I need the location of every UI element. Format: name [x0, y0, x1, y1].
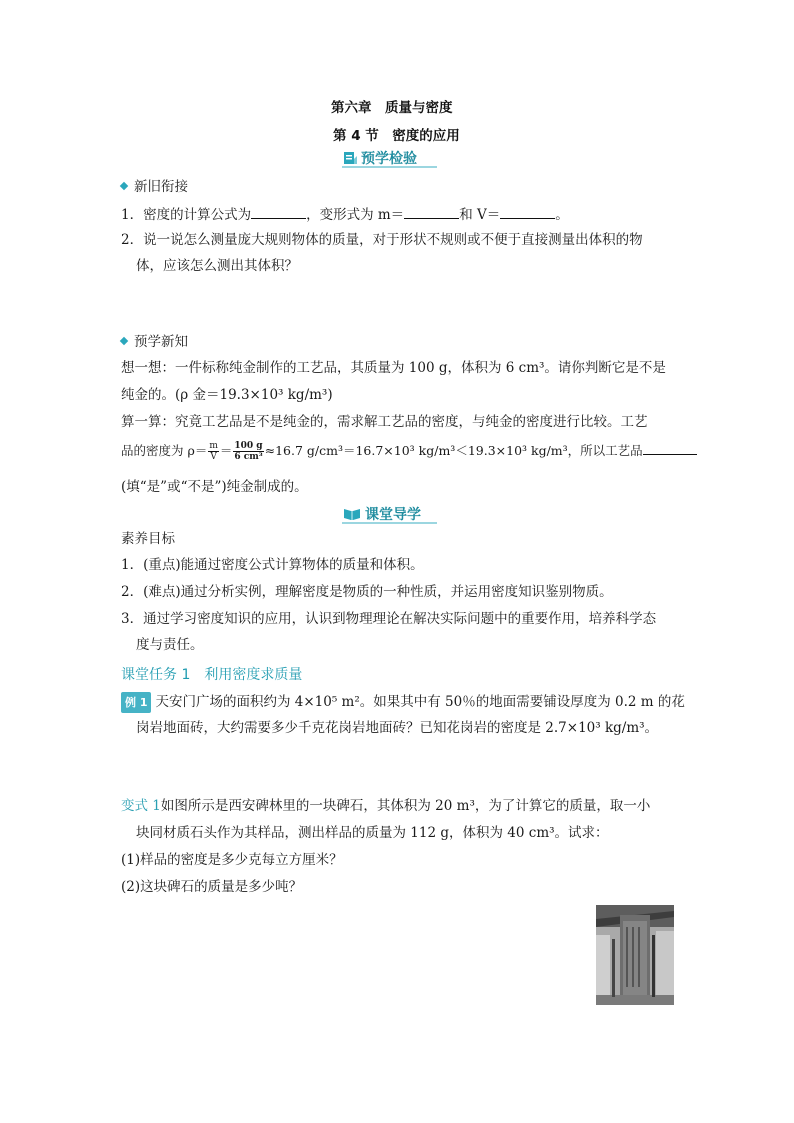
goal-2: 2．(难点)通过分析实例，理解密度是物质的一种性质，并运用密度知识鉴别物质。: [121, 584, 613, 600]
review-heading-row: [121, 178, 188, 197]
review-question-2-line2: 体，应该怎么测出其体积？: [136, 258, 298, 274]
think-line-1: 想一想：一件标称纯金制作的工艺品，其质量为 100 g，体积为 6 cm³。请你判断它是不是: [121, 360, 666, 376]
newknow-heading-row: [121, 333, 188, 352]
variant-1-text: 如图所示是西安碑林里的一块碑石，其体积为 20 m³，为了计算它的质量，取一小: [160, 798, 651, 814]
answer-blank-volume[interactable]: [500, 204, 555, 219]
task-1-title: 课堂任务 1 利用密度求质量: [121, 667, 303, 683]
variant-question-1: (1)样品的密度是多少克每立方厘米？: [121, 852, 343, 868]
think-line-2: 纯金的。(ρ 金＝19.3×10³ kg/m³): [121, 387, 333, 403]
answer-blank-is-gold[interactable]: [643, 440, 697, 455]
goal-1: 1．(重点)能通过密度公式计算物体的质量和体积。: [121, 557, 424, 573]
book-icon: [342, 506, 362, 522]
notebook-icon: [342, 150, 358, 166]
diamond-bullet-icon: [120, 182, 128, 190]
variant-1-line1: [121, 797, 650, 816]
example-1-text: 天安门广场的面积约为 4×10⁵ m²。如果其中有 50％的地面需要铺设厚度为 0.2 m 的花: [155, 694, 685, 710]
guide-banner-label: 课堂导学: [365, 507, 421, 523]
stele-photo: [596, 905, 674, 1005]
fraction-m-over-v: $\frac{m}{V}$: [209, 441, 218, 462]
goals-heading: 素养目标: [121, 531, 175, 547]
q1-mid: ，变形式为 m＝: [306, 207, 405, 223]
guide-banner: [342, 504, 421, 524]
calc-prefix: 品的密度为 ρ＝: [121, 443, 208, 458]
fraction-100g-over-6cm3: $\frac{100 g}{\text{6 cm³}}$: [234, 441, 263, 462]
calc-line-1: 算一算：究竟工艺品是不是纯金的，需求解工艺品的密度，与纯金的密度进行比较。工艺: [121, 414, 648, 430]
calc-line-2: 品的密度为 ρ＝ $\frac{m}{V}$ ＝ $\frac{100 g}{\text{6 cm³}}$ ≈16.7 g/cm³＝16.7×10³ kg/m³＜19.3×10³ kg/m³，所以工艺品: [121, 440, 697, 462]
diamond-bullet-icon: [120, 337, 128, 345]
variant-question-2: (2)这块碑石的质量是多少吨？: [121, 879, 303, 895]
answer-blank-mass[interactable]: [404, 204, 459, 219]
review-question-1: [121, 204, 569, 225]
newknow-heading: 预学新知: [134, 334, 188, 350]
calc-line-3: (填“是”或“不是”)纯金制成的。: [121, 479, 308, 495]
review-heading: 新旧衔接: [134, 179, 188, 195]
variant-1-line2: 块同材质石头作为其样品，测出样品的质量为 112 g，体积为 40 cm³。试求：: [136, 825, 609, 841]
example-badge: 例 1: [121, 692, 151, 713]
answer-blank-formula[interactable]: [251, 204, 306, 219]
preview-banner-label: 预学检验: [361, 151, 417, 167]
section-title: 第 4 节 密度的应用: [333, 128, 460, 144]
stele-image: [596, 905, 674, 1005]
example-1-line1: [121, 692, 685, 713]
q1-prefix: 1．密度的计算公式为: [121, 207, 252, 223]
variant-label: 变式 1: [121, 798, 161, 814]
q1-end: 。: [555, 207, 569, 223]
q1-and: 和 V＝: [459, 207, 501, 223]
calc-rest: ≈16.7 g/cm³＝16.7×10³ kg/m³＜19.3×10³ kg/m³，所以工艺品: [264, 443, 643, 458]
chapter-title: 第六章 质量与密度: [331, 100, 453, 116]
preview-banner: [342, 148, 417, 168]
review-question-2-line1: 2．说一说怎么测量庞大规则物体的质量，对于形状不规则或不便于直接测量出体积的物: [121, 232, 643, 248]
example-1-line2: 岗岩地面砖，大约需要多少千克花岗岩地面砖？已知花岗岩的密度是 2.7×10³ kg/m³。: [136, 720, 659, 736]
goal-3-line2: 度与责任。: [136, 637, 204, 653]
goal-3-line1: 3．通过学习密度知识的应用，认识到物理理论在解决实际问题中的重要作用，培养科学态: [121, 611, 657, 627]
